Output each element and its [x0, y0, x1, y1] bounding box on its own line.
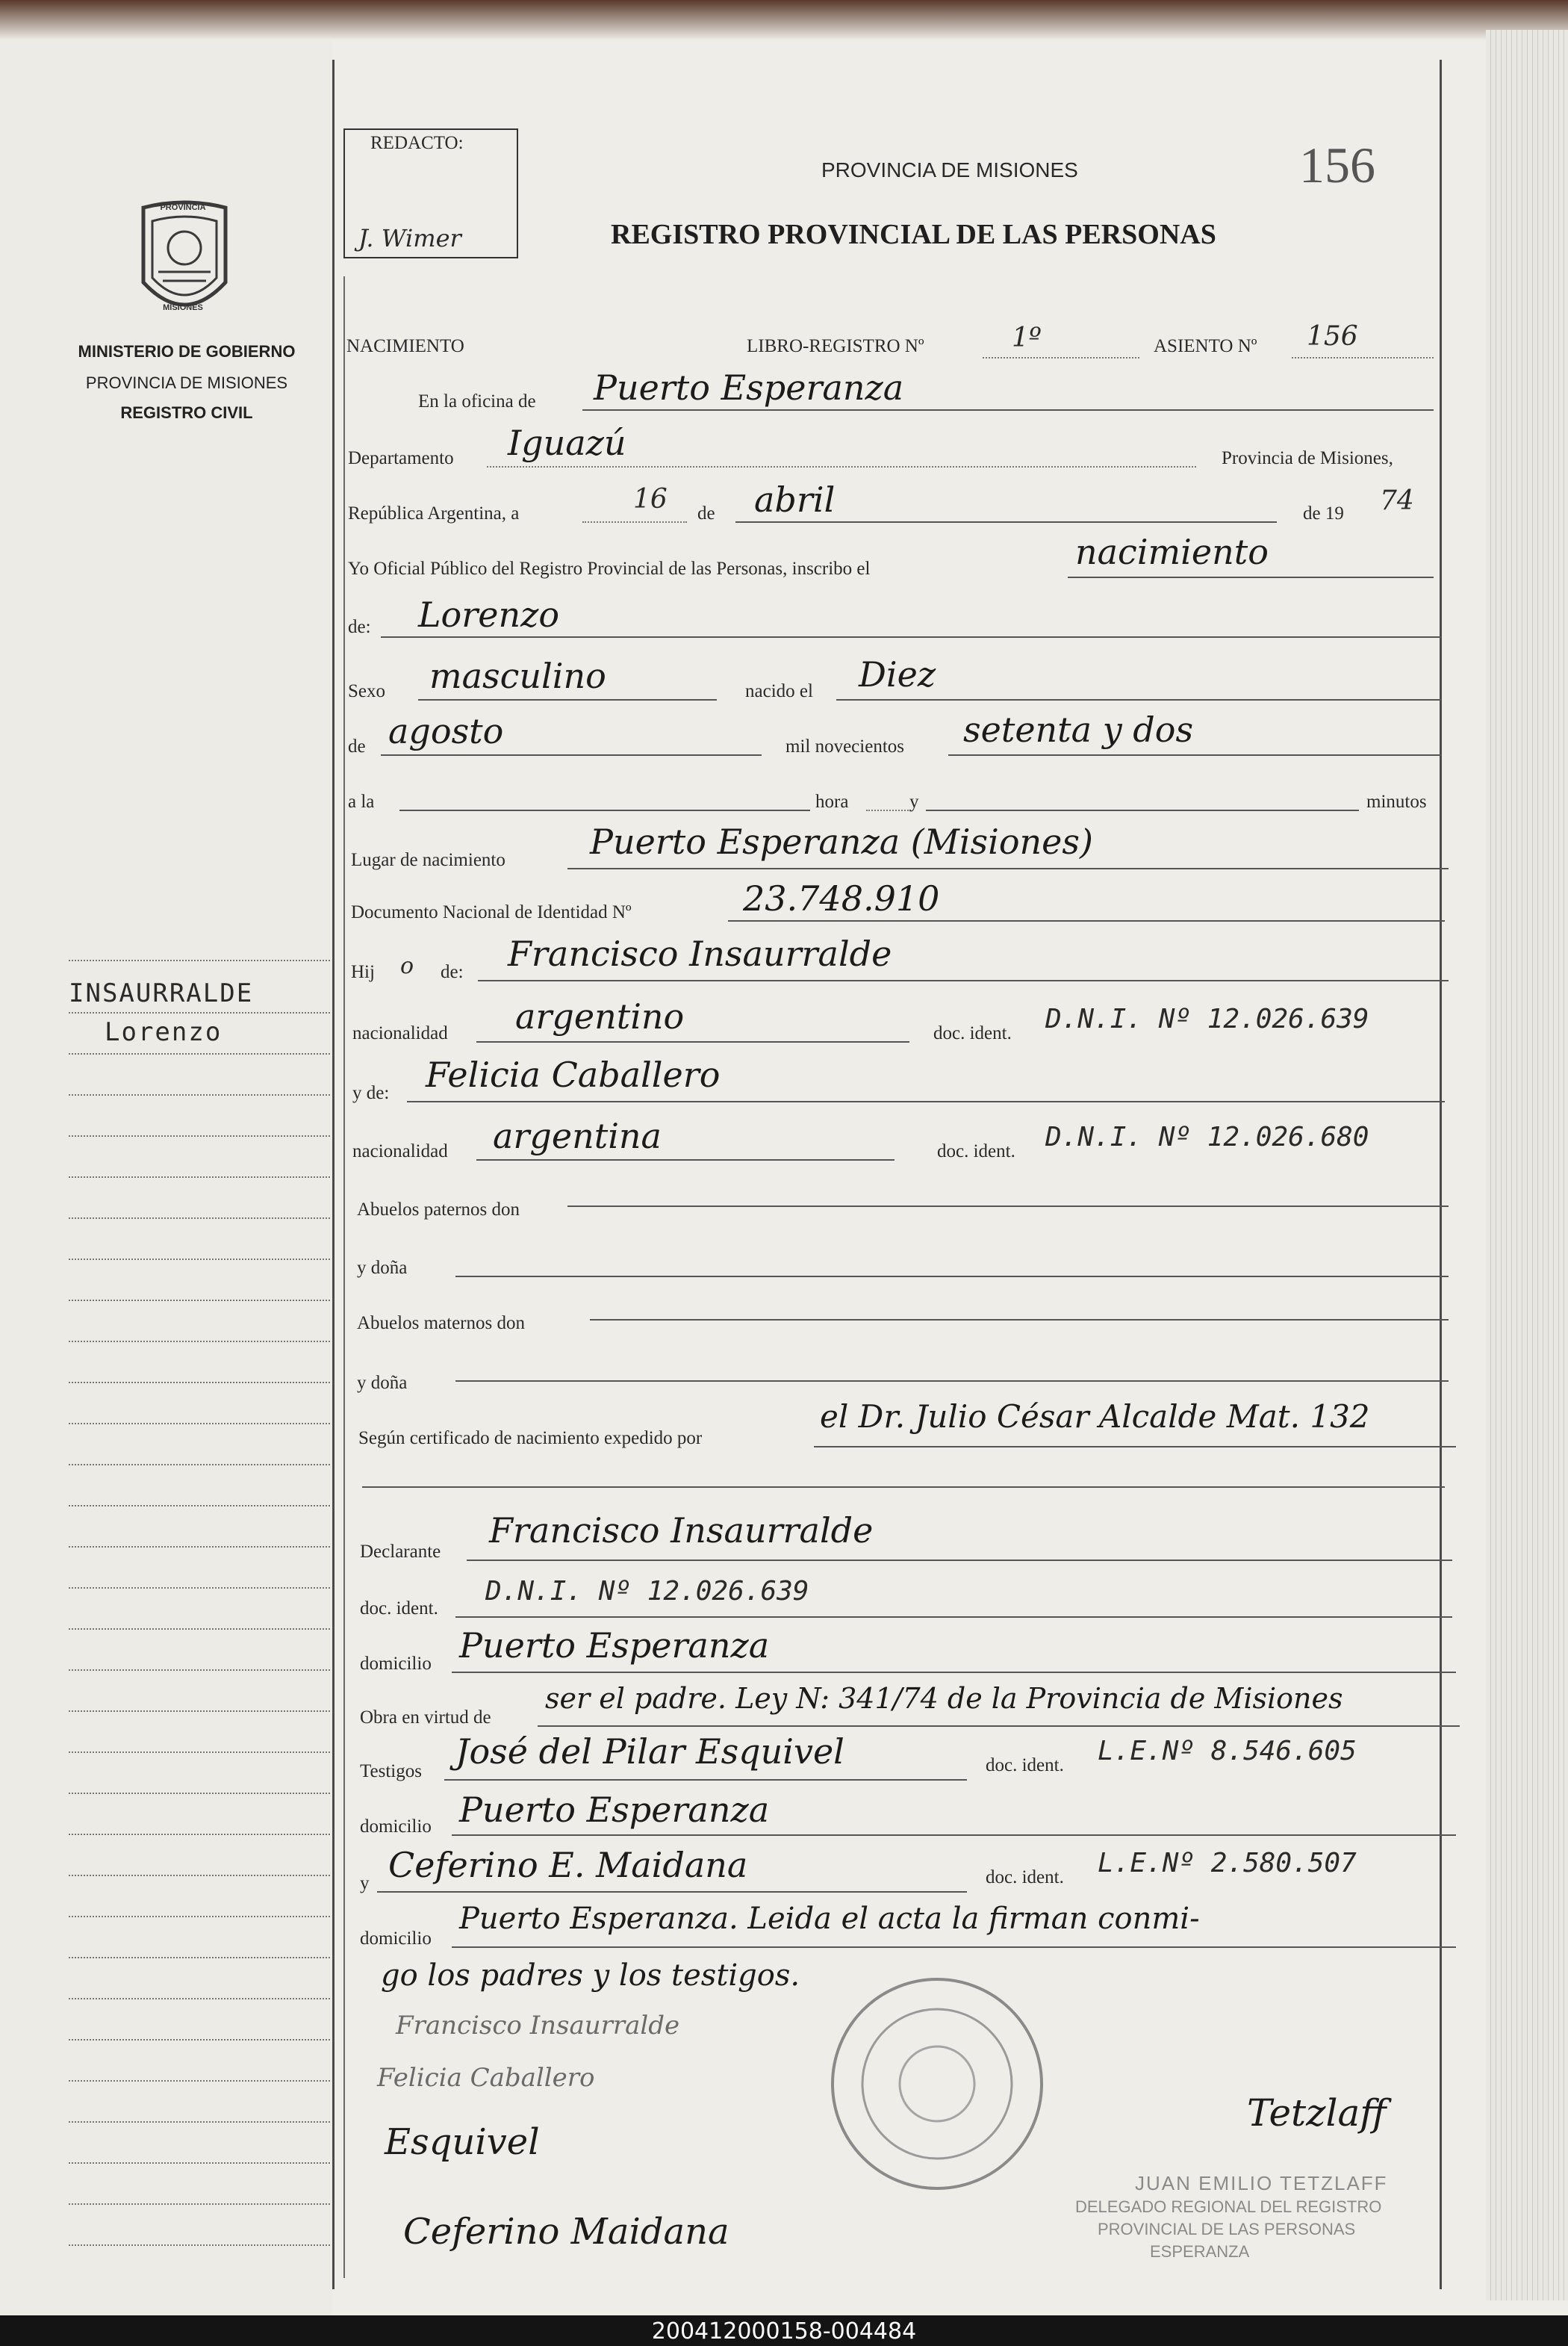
image-caption: 200412000158-004484 [651, 2318, 917, 2345]
doc-padre-value: D.N.I. Nº 12.026.639 [1045, 1004, 1369, 1034]
abuelos-paternos-line [567, 1205, 1449, 1207]
margin-surname: INSAURRALDE [69, 978, 254, 1008]
abuelos-maternos-line [590, 1319, 1449, 1321]
mil-label: mil novecientos [785, 736, 904, 757]
nacionalidad-label: nacionalidad [352, 1023, 448, 1043]
testigos-label: Testigos [360, 1761, 422, 1781]
margin-line [69, 2080, 330, 2082]
margin-line [69, 1094, 330, 1096]
yo-oficial-line [1068, 577, 1434, 578]
margin-line [69, 1916, 330, 1917]
margin-line [69, 1341, 330, 1342]
margin-line [69, 1135, 330, 1137]
minutos-label: minutos [1366, 792, 1427, 812]
sexo-line [418, 699, 717, 701]
dia-line [582, 521, 687, 523]
margin-line [69, 2203, 330, 2205]
testigo2-line [377, 1891, 967, 1893]
domicilio-label: domicilio [360, 1928, 432, 1949]
nacimiento-label: NACIMIENTO [346, 336, 464, 356]
anio-nac-value: setenta y dos [963, 710, 1194, 750]
redacto-name: J. Wimer [358, 224, 461, 252]
hijo-label: Hij [351, 962, 375, 982]
nacionalidad-label: nacionalidad [352, 1141, 448, 1161]
abuelos-maternos-label: Abuelos maternos don [357, 1313, 525, 1333]
padre-value: Francisco Insaurralde [508, 934, 892, 974]
binder-edge [0, 0, 1568, 40]
page-number: 156 [1299, 137, 1375, 193]
oficina-label: En la oficina de [418, 391, 536, 412]
a-la-label: a la [348, 792, 375, 812]
hijo-suffix: o [400, 953, 414, 979]
domicilio-testigo1-line [452, 1834, 1456, 1836]
de-colon-label: de: [348, 617, 371, 637]
margin-line [69, 1587, 330, 1589]
departamento-value: Iguazú [508, 423, 626, 463]
margin-line [69, 1751, 330, 1753]
margin-line [69, 1793, 330, 1794]
stamp-registry: PROVINCIAL DE LAS PERSONAS [1098, 2220, 1356, 2238]
margin-line [69, 1259, 330, 1260]
domicilio-testigo2-line [452, 1946, 1456, 1948]
stamp-place: ESPERANZA [1150, 2242, 1250, 2261]
margin-line [69, 1957, 330, 1958]
margin-line [69, 1669, 330, 1671]
hijo-de-label: de: [441, 962, 464, 982]
nacido-line [836, 699, 1441, 701]
y-de-label: y de: [352, 1083, 390, 1103]
libro-value: 1º [1012, 323, 1042, 353]
margin-line [69, 1053, 330, 1055]
nac-madre-value: argentina [493, 1116, 662, 1156]
doc-ident-label: doc. ident. [986, 1867, 1064, 1887]
republica-label: República Argentina, a [348, 503, 520, 524]
certificado-label: Según certificado de nacimiento expedido por [358, 1428, 703, 1448]
domicilio-declarante-value: Puerto Esperanza [459, 1625, 770, 1666]
signature-father: Francisco Insaurralde [396, 2011, 680, 2041]
dni-line [728, 920, 1445, 922]
sexo-value: masculino [429, 656, 606, 696]
closing-value: go los padres y los testigos. [381, 1958, 800, 1993]
testigo1-line [444, 1779, 967, 1781]
mes-line [735, 521, 1277, 523]
domicilio-label: domicilio [360, 1816, 432, 1837]
obra-label: Obra en virtud de [360, 1707, 491, 1728]
testigo1-value: José del Pilar Esquivel [455, 1731, 844, 1772]
province-heading: PROVINCIA DE MISIONES [821, 158, 1078, 181]
sidebar-registry: REGISTRO CIVIL [120, 403, 253, 422]
certificado-value: el Dr. Julio César Alcalde Mat. 132 [820, 1398, 1370, 1435]
doc-testigo1-value: L.E.Nº 8.546.605 [1098, 1736, 1357, 1766]
lugar-value: Puerto Esperanza (Misiones) [590, 822, 1093, 862]
seal-top-text: PROVINCIA [160, 203, 206, 212]
y-dona-label: y doña [357, 1373, 408, 1393]
certificado-line [814, 1446, 1456, 1447]
obra-value: ser el padre. Ley N: 341/74 de la Provincia de Misiones [545, 1682, 1343, 1715]
margin-line [69, 1300, 330, 1301]
mes-nac-value: agosto [388, 711, 504, 751]
doc-declarante-line [455, 1616, 1452, 1618]
stamp-role: DELEGADO REGIONAL DEL REGISTRO [1075, 2197, 1382, 2216]
asiento-value: 156 [1307, 321, 1358, 352]
anio-value: 74 [1380, 485, 1414, 516]
departamento-label: Departamento [348, 448, 454, 468]
doc-testigo2-value: L.E.Nº 2.580.507 [1098, 1848, 1357, 1878]
stamp-name: JUAN EMILIO TETZLAFF [1135, 2172, 1388, 2194]
margin-line [69, 2244, 330, 2246]
anio-label: de 19 [1303, 503, 1344, 524]
signature-witness1: Esquivel [385, 2121, 540, 2163]
de2-label: de [348, 736, 366, 757]
registry-seal-icon [825, 1972, 1049, 2196]
signature-mother: Felicia Caballero [377, 2063, 595, 2093]
margin-name: Lorenzo [105, 1017, 223, 1047]
sidebar-province: PROVINCIA DE MISIONES [85, 373, 288, 392]
declarante-label: Declarante [360, 1542, 441, 1562]
de-label: de [697, 503, 715, 524]
registry-title: REGISTRO PROVINCIAL DE LAS PERSONAS [611, 219, 1216, 250]
margin-line [69, 1998, 330, 1999]
mes-value: abril [754, 480, 836, 520]
official-signature: Tetzlaff [1247, 2091, 1387, 2135]
margin-line [69, 1505, 330, 1506]
madre-line [407, 1101, 1445, 1102]
nacido-label: nacido el [745, 681, 813, 701]
margin-line [69, 1382, 330, 1383]
margin-line [69, 1012, 330, 1014]
declarante-line [467, 1560, 1452, 1561]
margin-line [69, 1875, 330, 1876]
redacto-label: REDACTO: [370, 133, 464, 153]
doc-declarante-value: D.N.I. Nº 12.026.639 [485, 1576, 809, 1607]
nac-padre-value: argentino [515, 996, 685, 1037]
domicilio-declarante-line [452, 1672, 1456, 1673]
departamento-line [487, 466, 1196, 468]
mes-nac-line [381, 754, 762, 756]
testigo2-value: Ceferino E. Maidana [388, 1845, 748, 1885]
asiento-label: ASIENTO Nº [1154, 336, 1257, 356]
y-line [866, 810, 911, 811]
declarante-value: Francisco Insaurralde [489, 1510, 874, 1551]
doc-ident-label: doc. ident. [360, 1598, 438, 1619]
margin-line [69, 1464, 330, 1465]
margin-line [69, 2162, 330, 2164]
doc-ident-label: doc. ident. [986, 1755, 1064, 1775]
libro-line [983, 357, 1139, 359]
dni-value: 23.748.910 [743, 878, 940, 919]
minutos-line [926, 810, 1359, 811]
lugar-label: Lugar de nacimiento [351, 850, 505, 870]
abuelos-paternos-label: Abuelos paternos don [357, 1200, 520, 1220]
ministry-heading: MINISTERIO DE GOBIERNO [78, 342, 296, 361]
asiento-line [1292, 357, 1434, 359]
margin-line [69, 1217, 330, 1219]
domicilio-testigo1-value: Puerto Esperanza [459, 1790, 770, 1830]
lugar-line [567, 868, 1449, 869]
sexo-label: Sexo [348, 681, 385, 701]
doc-madre-value: D.N.I. Nº 12.026.680 [1045, 1122, 1369, 1152]
certificado-line-2 [362, 1486, 1445, 1488]
nombre-line [381, 636, 1441, 638]
page-stack-edge [1486, 30, 1568, 2300]
domicilio-label: domicilio [360, 1654, 432, 1674]
margin-line [69, 1628, 330, 1630]
oficina-value: Puerto Esperanza [594, 367, 904, 408]
domicilio-testigo2-value: Puerto Esperanza. Leida el acta la firman conmi- [459, 1902, 1200, 1936]
y-label: y [360, 1873, 370, 1893]
y-dona-label: y doña [357, 1258, 408, 1278]
doc-ident-label: doc. ident. [937, 1141, 1015, 1161]
doc-ident-label: doc. ident. [933, 1023, 1012, 1043]
nac-padre-line [476, 1041, 909, 1043]
nacido-value: Diez [859, 654, 936, 695]
margin-line [69, 1546, 330, 1548]
dia-value: 16 [633, 484, 668, 515]
oficina-line [582, 409, 1434, 411]
margin-line [69, 960, 330, 961]
margin-line [69, 1834, 330, 1835]
nac-madre-line [476, 1159, 895, 1161]
yo-oficial-label: Yo Oficial Público del Registro Provincial de las Personas, inscribo el [348, 559, 871, 579]
obra-line [538, 1725, 1460, 1727]
margin-line [69, 1423, 330, 1424]
margin-line [69, 1176, 330, 1178]
margin-line [69, 1710, 330, 1712]
signature-witness2: Ceferino Maidana [403, 2211, 729, 2253]
hora-line [399, 810, 810, 811]
hora-label: hora [815, 792, 849, 812]
dni-label: Documento Nacional de Identidad Nº [351, 902, 632, 922]
margin-line [69, 2121, 330, 2123]
padre-line [478, 980, 1449, 981]
nombre-value: Lorenzo [418, 595, 560, 635]
y-label: y [909, 792, 919, 812]
libro-label: LIBRO-REGISTRO Nº [747, 336, 924, 356]
margin-line [69, 2039, 330, 2041]
yo-oficial-value: nacimiento [1075, 532, 1269, 572]
dona-materna-line [455, 1380, 1449, 1382]
dona-paterna-line [455, 1276, 1449, 1277]
madre-value: Felicia Caballero [426, 1055, 721, 1095]
provincia-label: Provincia de Misiones, [1222, 448, 1393, 468]
anio-nac-line [948, 754, 1441, 756]
seal-bottom-text: MISIONES [163, 303, 203, 312]
